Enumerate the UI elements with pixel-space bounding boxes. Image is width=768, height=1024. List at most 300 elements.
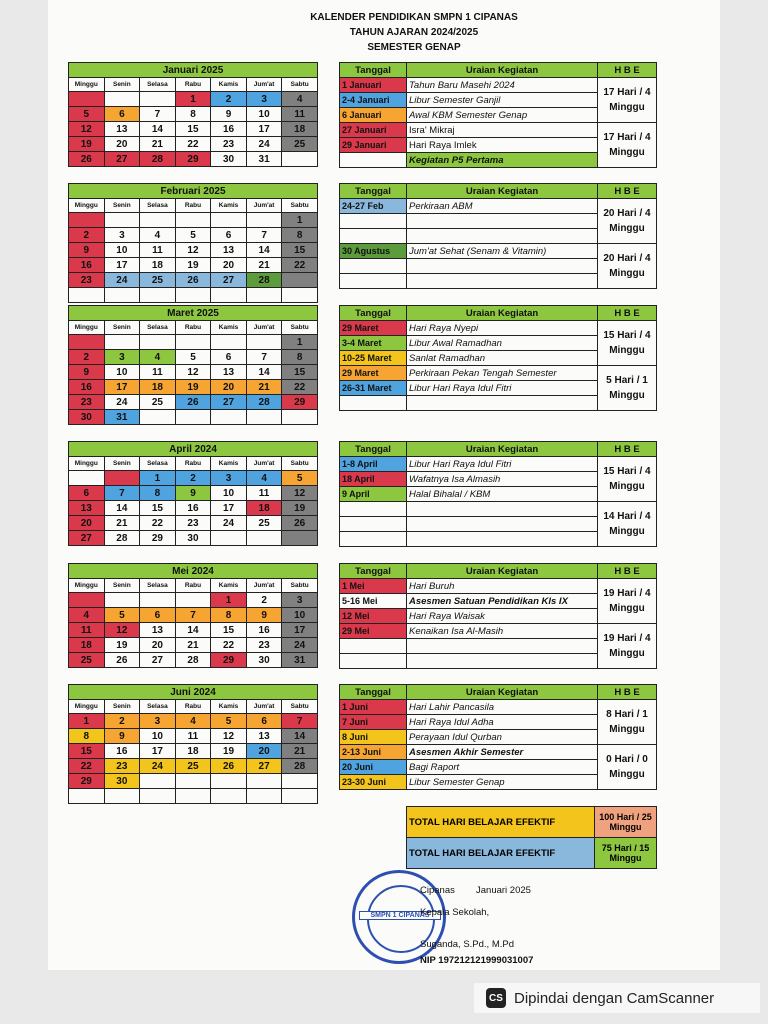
- header-desc: Uraian Kegiatan: [407, 685, 598, 700]
- activity-date: 24-27 Feb: [340, 199, 407, 214]
- day-header: Rabu: [175, 78, 211, 92]
- day-cell: 28: [104, 531, 140, 546]
- stamp-label: SMPN 1 CIPANAS: [359, 911, 441, 920]
- day-cell: [246, 531, 282, 546]
- day-cell: 15: [282, 365, 318, 380]
- day-header: Kamis: [211, 700, 247, 714]
- day-cell: 12: [175, 243, 211, 258]
- day-cell: [282, 410, 318, 425]
- day-cell: 11: [140, 365, 176, 380]
- activity-date: 29 Mei: [340, 624, 407, 639]
- day-cell: 17: [104, 380, 140, 395]
- day-cell: 18: [282, 122, 318, 137]
- day-cell: 4: [246, 471, 282, 486]
- activity-desc: [407, 654, 598, 669]
- activity-desc: Perayaan Idul Qurban: [407, 730, 598, 745]
- day-cell: 13: [246, 729, 282, 744]
- day-cell: 4: [175, 714, 211, 729]
- day-cell: 22: [282, 258, 318, 273]
- day-header: Kamis: [211, 321, 247, 335]
- activity-row: [340, 502, 657, 517]
- day-cell: 6: [104, 107, 140, 122]
- day-cell: 11: [140, 243, 176, 258]
- activity-desc: Halal Bihalal / KBM: [407, 487, 598, 502]
- activity-table: [339, 305, 657, 411]
- day-cell: 20: [104, 137, 140, 152]
- week-row: [69, 335, 318, 350]
- header-date: Tanggal: [340, 306, 407, 321]
- day-cell: 16: [69, 258, 105, 273]
- activity-date: [340, 396, 407, 411]
- activity-date: 5-16 Mei: [340, 594, 407, 609]
- day-cell: 8: [211, 608, 247, 623]
- day-cell: 6: [140, 608, 176, 623]
- day-cell: 2: [246, 593, 282, 608]
- activity-date: [340, 153, 407, 168]
- day-cell: 7: [104, 486, 140, 501]
- week-row: [69, 608, 318, 623]
- header-hbe: H B E: [598, 442, 657, 457]
- week-row: [69, 501, 318, 516]
- day-cell: 9: [211, 107, 247, 122]
- day-cell: [175, 593, 211, 608]
- day-cell: 13: [211, 365, 247, 380]
- activity-desc: Kegiatan P5 Pertama: [407, 153, 598, 168]
- day-cell: 18: [140, 258, 176, 273]
- day-cell: [282, 273, 318, 288]
- month-calendar: [68, 305, 318, 425]
- activity-date: 6 Januari: [340, 108, 407, 123]
- day-cell: 22: [140, 516, 176, 531]
- day-cell: 3: [282, 593, 318, 608]
- day-cell: 26: [175, 273, 211, 288]
- week-row: [69, 228, 318, 243]
- day-header: Rabu: [175, 579, 211, 593]
- activity-desc: [407, 274, 598, 289]
- day-header: Jum'at: [246, 579, 282, 593]
- day-cell: 21: [246, 258, 282, 273]
- activity-date: 2-4 Januari: [340, 93, 407, 108]
- week-row: [69, 258, 318, 273]
- header-hbe: H B E: [598, 306, 657, 321]
- day-cell: 1: [282, 213, 318, 228]
- day-header: Selasa: [140, 579, 176, 593]
- day-cell: 28: [246, 395, 282, 410]
- day-cell: 20: [140, 638, 176, 653]
- document-semester: SEMESTER GENAP: [367, 42, 461, 53]
- activity-desc: Libur Hari Raya Idul Fitri: [407, 457, 598, 472]
- day-cell: 4: [140, 350, 176, 365]
- activity-date: 26-31 Maret: [340, 381, 407, 396]
- activity-date: 23-30 Juni: [340, 775, 407, 790]
- day-cell: 22: [175, 137, 211, 152]
- summary-label: TOTAL HARI BELAJAR EFEKTIF: [407, 807, 595, 838]
- day-header: Sabtu: [282, 321, 318, 335]
- day-cell: 17: [211, 501, 247, 516]
- day-cell: 23: [69, 273, 105, 288]
- activity-desc: [407, 532, 598, 547]
- document-year: TAHUN AJARAN 2024/2025: [349, 27, 479, 38]
- summary-table: [406, 806, 657, 869]
- day-cell: [246, 789, 282, 804]
- hbe-value: 20 Hari / 4 Minggu: [598, 244, 657, 289]
- day-header: Sabtu: [282, 457, 318, 471]
- activity-desc: Bagi Raport: [407, 760, 598, 775]
- hbe-value: 15 Hari / 4 Minggu: [598, 321, 657, 366]
- activity-row: [340, 700, 657, 715]
- hbe-value: 0 Hari / 0 Minggu: [598, 745, 657, 790]
- day-cell: 19: [104, 638, 140, 653]
- activity-desc: [407, 214, 598, 229]
- week-row: [69, 92, 318, 107]
- activity-desc: [407, 639, 598, 654]
- day-header: Minggu: [69, 579, 105, 593]
- activity-desc: Hari Buruh: [407, 579, 598, 594]
- header-desc: Uraian Kegiatan: [407, 306, 598, 321]
- day-cell: 18: [140, 380, 176, 395]
- day-cell: [140, 774, 176, 789]
- day-header: Senin: [104, 78, 140, 92]
- day-cell: [175, 774, 211, 789]
- header-desc: Uraian Kegiatan: [407, 63, 598, 78]
- activity-desc: Hari Raya Waisak: [407, 609, 598, 624]
- day-header: Rabu: [175, 199, 211, 213]
- day-header: Sabtu: [282, 579, 318, 593]
- activity-desc: [407, 502, 598, 517]
- day-cell: [69, 789, 105, 804]
- day-cell: 6: [69, 486, 105, 501]
- day-cell: 13: [69, 501, 105, 516]
- day-header: Senin: [104, 199, 140, 213]
- day-header: Minggu: [69, 199, 105, 213]
- day-cell: [211, 213, 247, 228]
- day-cell: 12: [175, 365, 211, 380]
- day-cell: 5: [175, 350, 211, 365]
- day-cell: [246, 288, 282, 303]
- day-header: Kamis: [211, 199, 247, 213]
- day-cell: 24: [104, 273, 140, 288]
- day-cell: 27: [211, 273, 247, 288]
- week-row: [69, 273, 318, 288]
- day-cell: 20: [69, 516, 105, 531]
- day-cell: 10: [104, 365, 140, 380]
- day-header: Selasa: [140, 199, 176, 213]
- day-cell: 17: [104, 258, 140, 273]
- activity-table: [339, 62, 657, 168]
- month-title: Mei 2024: [69, 564, 318, 579]
- month-title: Januari 2025: [69, 63, 318, 78]
- day-cell: 29: [175, 152, 211, 167]
- day-cell: [104, 593, 140, 608]
- day-cell: 23: [246, 638, 282, 653]
- week-row: [69, 137, 318, 152]
- day-cell: 18: [246, 501, 282, 516]
- day-cell: 6: [211, 350, 247, 365]
- day-cell: 5: [211, 714, 247, 729]
- activity-date: 30 Agustus: [340, 244, 407, 259]
- day-cell: 29: [140, 531, 176, 546]
- day-cell: [175, 213, 211, 228]
- day-cell: 9: [69, 365, 105, 380]
- day-cell: [69, 92, 105, 107]
- day-cell: 24: [282, 638, 318, 653]
- day-cell: 25: [282, 137, 318, 152]
- day-cell: 20: [246, 744, 282, 759]
- day-cell: [211, 335, 247, 350]
- day-cell: [175, 789, 211, 804]
- day-cell: [246, 213, 282, 228]
- week-row: [69, 714, 318, 729]
- activity-date: 20 Juni: [340, 760, 407, 775]
- day-cell: 19: [282, 501, 318, 516]
- activity-desc: [407, 229, 598, 244]
- day-cell: 18: [175, 744, 211, 759]
- activity-date: 18 April: [340, 472, 407, 487]
- day-cell: 7: [175, 608, 211, 623]
- activity-row: [340, 244, 657, 259]
- activity-date: [340, 229, 407, 244]
- signature-nip: NIP 197212121999031007: [420, 955, 534, 966]
- day-cell: 9: [104, 729, 140, 744]
- day-cell: [211, 288, 247, 303]
- day-cell: 27: [211, 395, 247, 410]
- week-row: [69, 486, 318, 501]
- day-cell: 15: [211, 623, 247, 638]
- day-cell: 25: [140, 395, 176, 410]
- header-hbe: H B E: [598, 564, 657, 579]
- header-desc: Uraian Kegiatan: [407, 442, 598, 457]
- day-cell: [282, 152, 318, 167]
- day-cell: 19: [175, 258, 211, 273]
- day-cell: 1: [69, 714, 105, 729]
- day-cell: [211, 789, 247, 804]
- day-cell: 25: [246, 516, 282, 531]
- day-cell: 14: [140, 122, 176, 137]
- day-cell: 8: [69, 729, 105, 744]
- activity-table: [339, 183, 657, 289]
- day-cell: 16: [175, 501, 211, 516]
- activity-date: 8 Juni: [340, 730, 407, 745]
- day-cell: [246, 774, 282, 789]
- activity-desc: Hari Raya Nyepi: [407, 321, 598, 336]
- signature-role: Kepala Sekolah,: [420, 907, 490, 918]
- day-cell: 1: [175, 92, 211, 107]
- day-cell: 24: [104, 395, 140, 410]
- activity-date: 29 Maret: [340, 366, 407, 381]
- hbe-value: 19 Hari / 4 Minggu: [598, 624, 657, 669]
- week-row: [69, 288, 318, 303]
- day-cell: 29: [211, 653, 247, 668]
- day-cell: 11: [175, 729, 211, 744]
- day-cell: 13: [104, 122, 140, 137]
- day-header: Senin: [104, 321, 140, 335]
- week-row: [69, 350, 318, 365]
- day-cell: 2: [211, 92, 247, 107]
- day-cell: 3: [104, 228, 140, 243]
- day-cell: 21: [140, 137, 176, 152]
- day-cell: 21: [175, 638, 211, 653]
- day-cell: 1: [211, 593, 247, 608]
- day-cell: 29: [282, 395, 318, 410]
- week-row: [69, 107, 318, 122]
- header-hbe: H B E: [598, 63, 657, 78]
- week-row: [69, 380, 318, 395]
- activity-row: [340, 579, 657, 594]
- day-cell: [140, 789, 176, 804]
- day-cell: 3: [211, 471, 247, 486]
- day-header: Minggu: [69, 321, 105, 335]
- day-cell: 12: [69, 122, 105, 137]
- day-cell: 8: [140, 486, 176, 501]
- activity-date: 3-4 Maret: [340, 336, 407, 351]
- hbe-value: 20 Hari / 4 Minggu: [598, 199, 657, 244]
- day-cell: 16: [211, 122, 247, 137]
- day-cell: 7: [246, 228, 282, 243]
- activity-desc: Libur Hari Raya Idul Fitri: [407, 381, 598, 396]
- summary-row: [407, 807, 657, 838]
- day-cell: 23: [104, 759, 140, 774]
- activity-date: 29 Maret: [340, 321, 407, 336]
- day-header: Senin: [104, 579, 140, 593]
- activity-date: 7 Juni: [340, 715, 407, 730]
- activity-date: [340, 502, 407, 517]
- day-cell: 2: [69, 350, 105, 365]
- day-cell: [104, 335, 140, 350]
- day-cell: 27: [140, 653, 176, 668]
- header-hbe: H B E: [598, 184, 657, 199]
- activity-date: 1 Juni: [340, 700, 407, 715]
- activity-date: 1-8 April: [340, 457, 407, 472]
- activity-table: [339, 563, 657, 669]
- day-cell: 26: [69, 152, 105, 167]
- activity-date: [340, 654, 407, 669]
- day-header: Minggu: [69, 457, 105, 471]
- day-header: Senin: [104, 457, 140, 471]
- day-cell: 19: [175, 380, 211, 395]
- day-cell: [104, 213, 140, 228]
- day-cell: 23: [69, 395, 105, 410]
- day-header: Sabtu: [282, 78, 318, 92]
- day-cell: 24: [140, 759, 176, 774]
- day-cell: 28: [175, 653, 211, 668]
- activity-desc: Libur Semester Ganjil: [407, 93, 598, 108]
- day-cell: 25: [69, 653, 105, 668]
- day-cell: [104, 92, 140, 107]
- day-cell: 3: [246, 92, 282, 107]
- week-row: [69, 653, 318, 668]
- day-cell: 14: [246, 365, 282, 380]
- day-cell: 24: [246, 137, 282, 152]
- day-cell: [282, 288, 318, 303]
- day-cell: 14: [104, 501, 140, 516]
- week-row: [69, 789, 318, 804]
- day-cell: 15: [69, 744, 105, 759]
- week-row: [69, 243, 318, 258]
- day-cell: 15: [282, 243, 318, 258]
- week-row: [69, 365, 318, 380]
- month-title: Juni 2024: [69, 685, 318, 700]
- day-cell: 11: [282, 107, 318, 122]
- day-cell: 17: [140, 744, 176, 759]
- day-header: Kamis: [211, 579, 247, 593]
- day-cell: 5: [282, 471, 318, 486]
- activity-date: [340, 639, 407, 654]
- day-cell: 1: [140, 471, 176, 486]
- day-header: Senin: [104, 700, 140, 714]
- day-cell: 10: [104, 243, 140, 258]
- header-date: Tanggal: [340, 184, 407, 199]
- day-cell: 21: [246, 380, 282, 395]
- day-cell: 30: [175, 531, 211, 546]
- day-cell: 31: [246, 152, 282, 167]
- week-row: [69, 638, 318, 653]
- day-cell: 22: [282, 380, 318, 395]
- activity-date: [340, 259, 407, 274]
- week-row: [69, 122, 318, 137]
- day-header: Kamis: [211, 78, 247, 92]
- summary-value: 100 Hari / 25 Minggu: [595, 807, 657, 838]
- day-cell: [282, 789, 318, 804]
- activity-row: [340, 366, 657, 381]
- day-cell: 8: [282, 350, 318, 365]
- day-cell: 4: [69, 608, 105, 623]
- activity-row: [340, 321, 657, 336]
- activity-row: [340, 624, 657, 639]
- header-date: Tanggal: [340, 442, 407, 457]
- activity-desc: Libur Semester Genap: [407, 775, 598, 790]
- week-row: [69, 213, 318, 228]
- month-calendar: [68, 684, 318, 804]
- day-cell: [175, 410, 211, 425]
- activity-desc: Sanlat Ramadhan: [407, 351, 598, 366]
- day-cell: 17: [282, 623, 318, 638]
- day-cell: [175, 335, 211, 350]
- day-cell: 6: [246, 714, 282, 729]
- day-cell: 5: [175, 228, 211, 243]
- day-header: Jum'at: [246, 700, 282, 714]
- summary-label: TOTAL HARI BELAJAR EFEKTIF: [407, 838, 595, 869]
- day-cell: [282, 774, 318, 789]
- day-cell: 21: [104, 516, 140, 531]
- day-header: Sabtu: [282, 199, 318, 213]
- activity-table: [339, 441, 657, 547]
- activity-desc: Jum'at Sehat (Senam & Vitamin): [407, 244, 598, 259]
- day-cell: 8: [282, 228, 318, 243]
- day-cell: 18: [69, 638, 105, 653]
- day-cell: 5: [104, 608, 140, 623]
- month-title: Maret 2025: [69, 306, 318, 321]
- hbe-value: 5 Hari / 1 Minggu: [598, 366, 657, 411]
- day-cell: [211, 410, 247, 425]
- hbe-value: 17 Hari / 4 Minggu: [598, 78, 657, 123]
- day-cell: 3: [140, 714, 176, 729]
- week-row: [69, 729, 318, 744]
- activity-date: 29 Januari: [340, 138, 407, 153]
- week-row: [69, 531, 318, 546]
- day-cell: 23: [175, 516, 211, 531]
- activity-date: 2-13 Juni: [340, 745, 407, 760]
- day-cell: [69, 471, 105, 486]
- activity-date: 12 Mei: [340, 609, 407, 624]
- month-title: Februari 2025: [69, 184, 318, 199]
- day-cell: 19: [211, 744, 247, 759]
- day-cell: [246, 335, 282, 350]
- week-row: [69, 623, 318, 638]
- activity-desc: Tahun Baru Masehi 2024: [407, 78, 598, 93]
- day-cell: 17: [246, 122, 282, 137]
- signature-date: Januari 2025: [476, 885, 531, 896]
- camscanner-watermark: [474, 983, 760, 1013]
